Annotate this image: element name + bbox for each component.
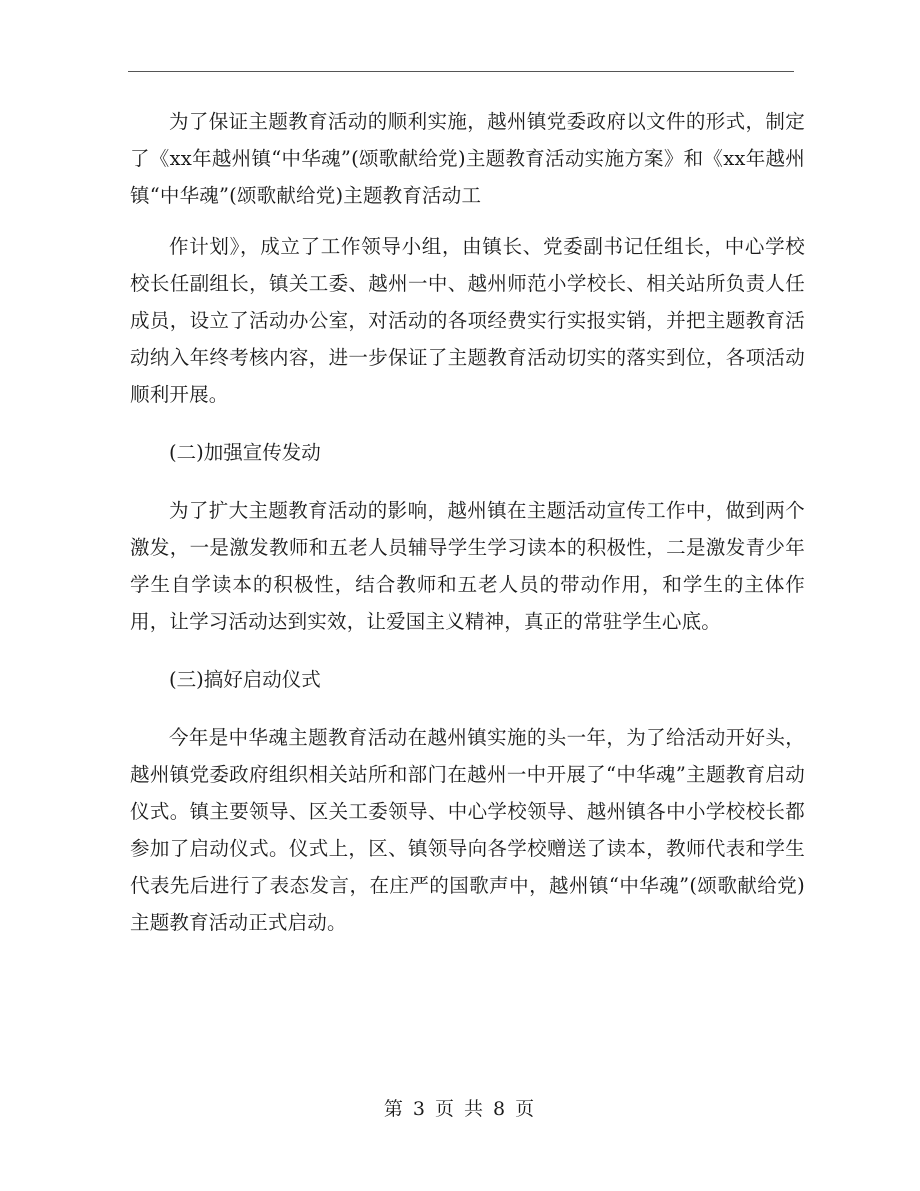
header-rule — [128, 71, 794, 72]
section-heading-2: (二)加强宣传发动 — [169, 441, 321, 464]
paragraph-3: 为了扩大主题教育活动的影响，越州镇在主题活动宣传工作中，做到两个激发，一是激发教师和五老人员辅导学生学习读本的积极性，二是激发青少年学生自学读本的积极性，结合教师和五老人员的带动作用，和学生的主体作用，让学习活动达到实效，让爱国主义精神，真正的常驻学生心底。 — [130, 499, 805, 633]
section-heading-3: (三)搞好启动仪式 — [169, 668, 321, 691]
paragraph-4: 今年是中华魂主题教育活动在越州镇实施的头一年，为了给活动开好头，越州镇党委政府组织相关站所和部门在越州一中开展了“中华魂”主题教育启动仪式。镇主要领导、区关工委领导、中心学校领导、越州镇各中小学校校长都参加了启动仪式。仪式上，区、镇领导向各学校赠送了读本，教师代表和学生代表先后进行了表态发言，在庄严的国歌声中，越州镇“中华魂”(颂歌献给党)主题教育活动正式启动。 — [130, 726, 805, 934]
document-body — [130, 103, 805, 941]
page-number: 第 3 页 共 8 页 — [383, 1098, 537, 1120]
paragraph-1: 为了保证主题教育活动的顺利实施，越州镇党委政府以文件的形式，制定了《xx年越州镇“中华魂”(颂歌献给党)主题教育活动实施方案》和《xx年越州镇“中华魂”(颂歌献给党)主题教育活动工 — [130, 110, 805, 207]
paragraph-2: 作计划》，成立了工作领导小组，由镇长、党委副书记任组长，中心学校校长任副组长，镇关工委、越州一中、越州师范小学校长、相关站所负责人任成员，设立了活动办公室，对活动的各项经费实行实报实销，并把主题教育活动纳入年终考核内容，进一步保证了主题教育活动切实的落实到位，各项活动顺利开展。 — [130, 235, 805, 406]
